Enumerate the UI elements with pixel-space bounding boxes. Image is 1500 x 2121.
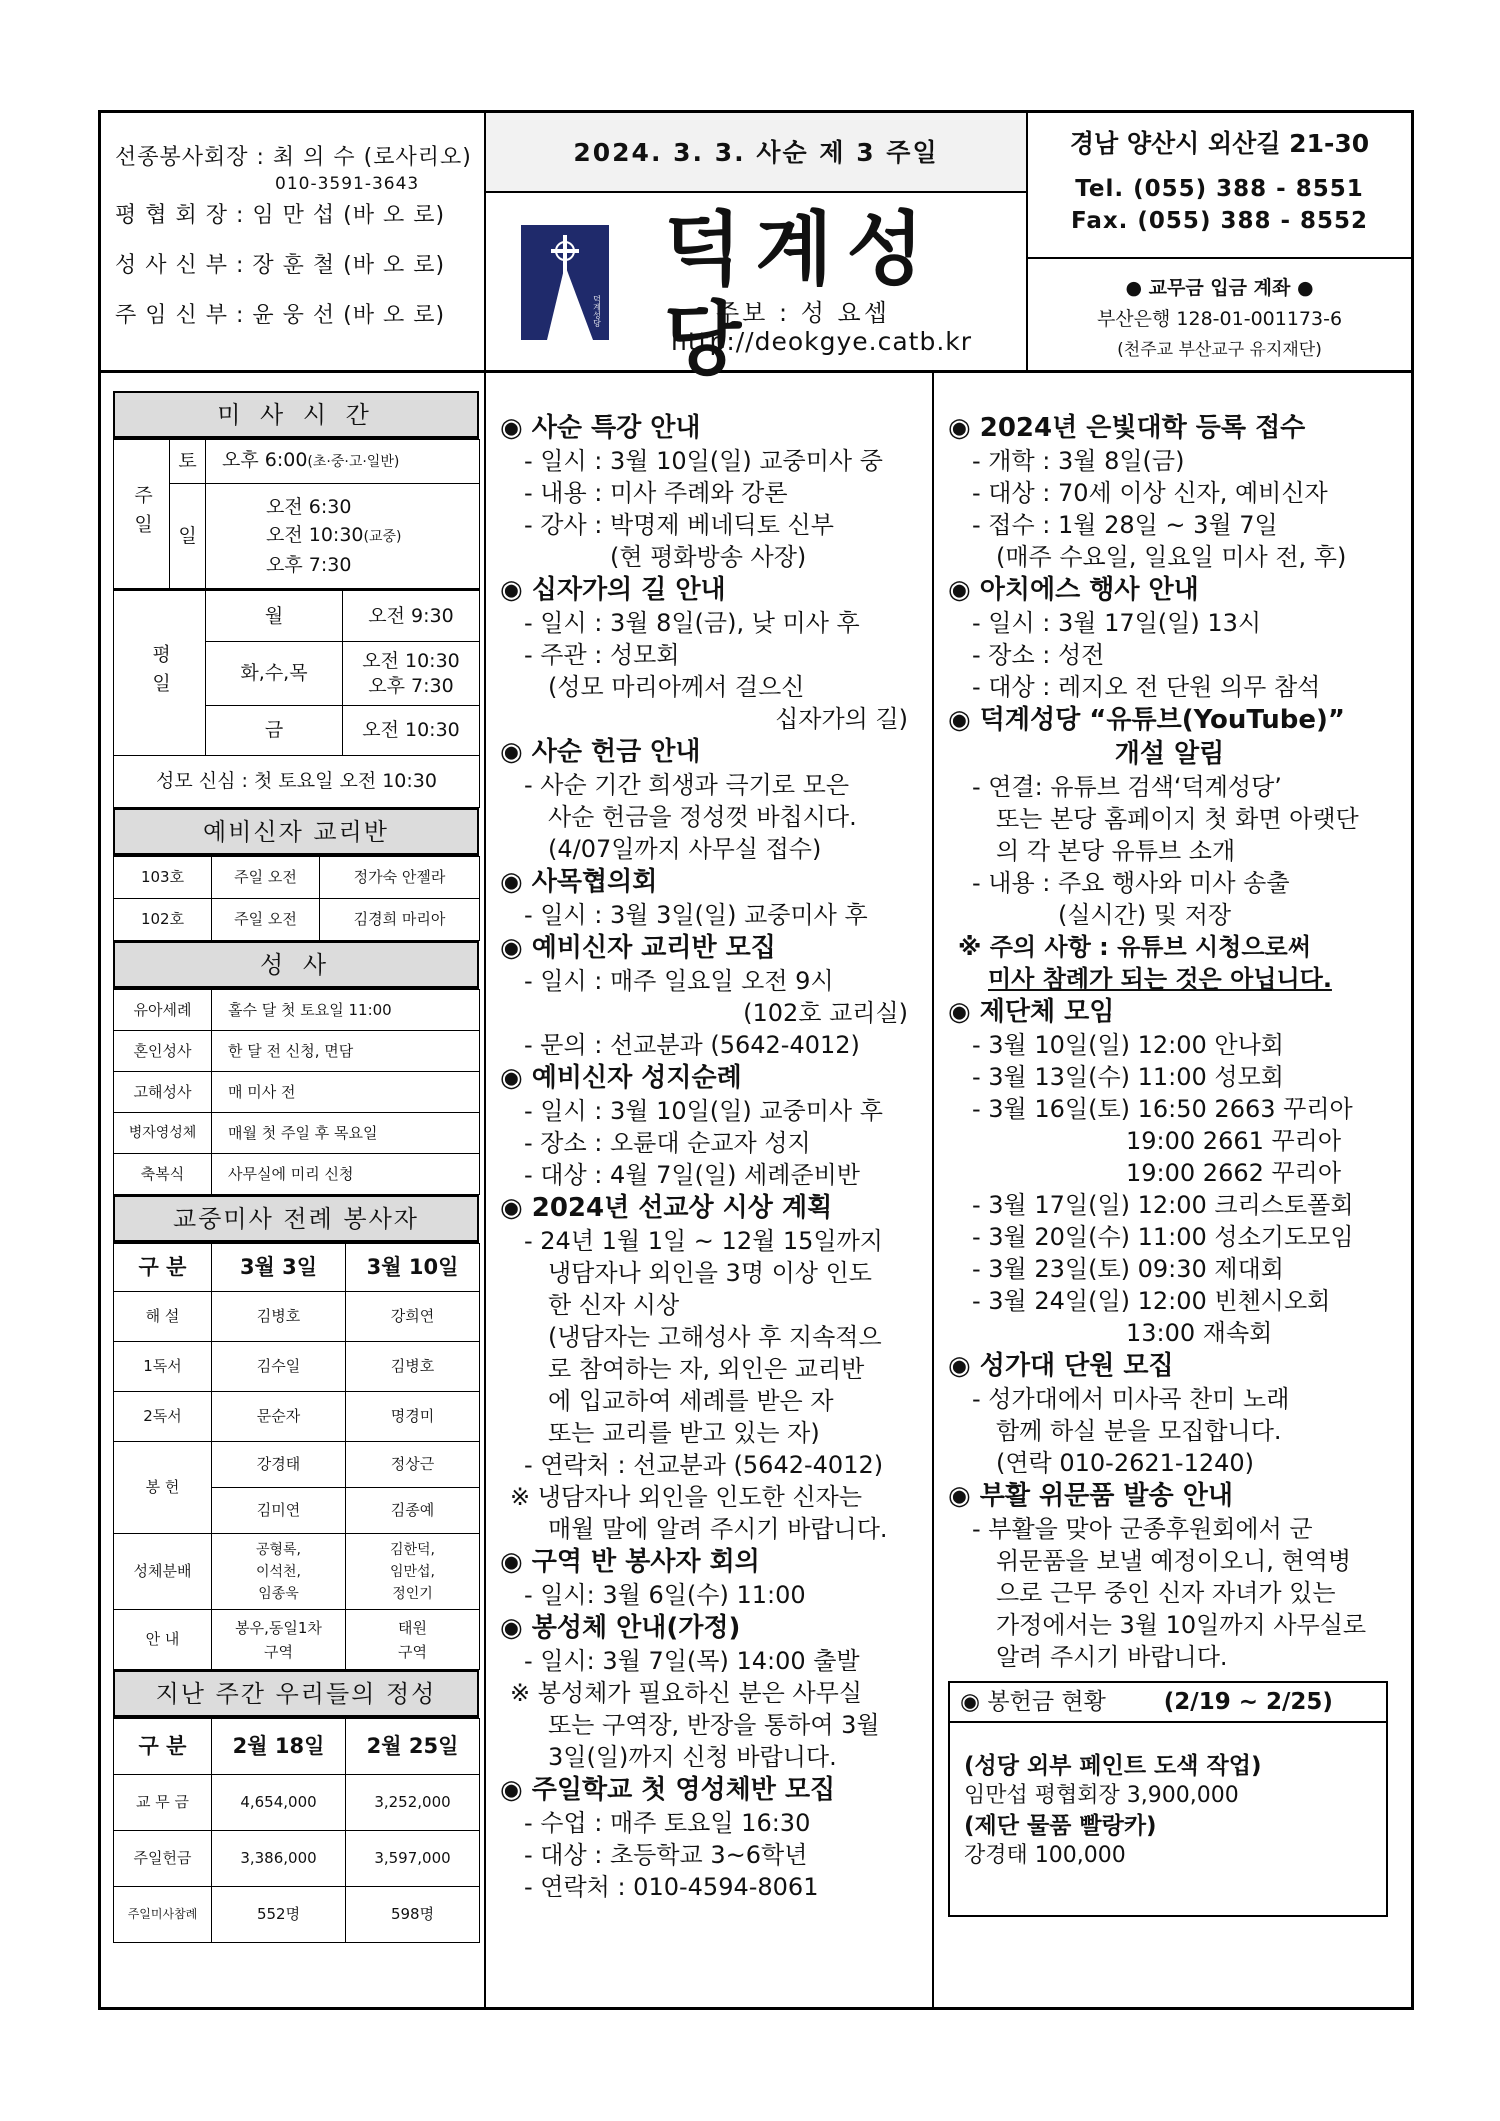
day-cell: 일	[170, 484, 206, 590]
notice-line: 십자가의 길)	[775, 705, 908, 733]
bank-account: 부산은행 128-01-001173-6	[1096, 308, 1343, 330]
notice-line: - 3월 24일(일) 12:00 빈첸시오회	[972, 1287, 1331, 1315]
bank-account-box	[1028, 257, 1411, 365]
notice-line: ※ 냉담자나 외인을 인도한 신자는	[510, 1483, 863, 1511]
devotion-row: 성모 신심 : 첫 토요일 오전 10:30	[114, 756, 480, 808]
offerings-table: 구 분 2월 18일 2월 25일 교 무 금 4,654,000 3,252,000 주일헌금 3,386,000 3,597,000 주일미사참례 552명 598명	[113, 1718, 480, 1943]
notice-line: - 접수 : 1월 28일 ~ 3월 7일	[972, 511, 1278, 539]
officer-line: 평 협 회 장 : 임 만 섭 (바 오 로)	[115, 203, 446, 228]
notice-line: - 수업 : 매주 토요일 16:30	[524, 1809, 811, 1837]
notice-line: 함께 하실 분을 모집합니다.	[996, 1417, 1282, 1445]
notice-section	[500, 865, 932, 931]
notice-line: 또는 교리를 받고 있는 자)	[548, 1419, 820, 1447]
notice-title: ◉ 봉성체 안내(가정)	[500, 1613, 741, 1643]
notice-line: - 24년 1월 1일 ~ 12월 15일까지	[524, 1227, 883, 1255]
notice-section	[948, 931, 1411, 995]
notice-title: ◉ 제단체 모임	[948, 997, 1115, 1027]
notice-line: 또는 구역장, 반장을 통하여 3월	[548, 1711, 880, 1739]
time-cell: 오전 6:30 오전 10:30(교중) 오후 7:30	[206, 484, 480, 590]
servers-title: 교중미사 전례 봉사자	[113, 1195, 479, 1243]
notice-line: ※ 봉성체가 필요하신 분은 사무실	[510, 1679, 863, 1707]
tel: Tel. (055) 388 - 8551	[1075, 176, 1364, 202]
logo-text: 덕계성당	[592, 295, 602, 327]
notice-section	[500, 1545, 932, 1611]
contact-info	[1028, 113, 1411, 370]
notice-line: - 3월 13일(수) 11:00 성모회	[972, 1063, 1284, 1091]
notice-line: 개설 알림	[1114, 739, 1225, 769]
notice-line: - 주관 : 성모회	[524, 641, 680, 669]
notice-line: - 연결: 유튜브 검색‘덕계성당’	[972, 773, 1282, 801]
notice-line: 또는 본당 홈페이지 첫 화면 아랫단	[996, 805, 1359, 833]
date-line: 2024. 3. 3. 사순 제 3 주일	[486, 113, 1026, 193]
day-cell: 월	[206, 590, 343, 642]
notice-line: - 대상 : 초등학교 3~6학년	[524, 1841, 808, 1869]
notice-line: - 연락처 : 010-4594-8061	[524, 1873, 819, 1901]
notice-title: ◉ 사목협의회	[500, 867, 658, 897]
day-cell: 화,수,목	[206, 642, 343, 706]
weekday-label: 평일	[114, 590, 206, 756]
catechumen-title: 예비신자 교리반	[113, 808, 479, 856]
address: 경남 양산시 외산길 21-30	[1069, 129, 1370, 158]
time-cell: 오후 6:00(초·중·고·일반)	[206, 440, 480, 484]
notice-line: - 일시 : 3월 17일(일) 13시	[972, 609, 1262, 637]
notice-line: 로 참여하는 자, 외인은 교리반	[548, 1355, 865, 1383]
caution-note: ※ 주의 사항 : 유튜브 시청으로써	[958, 933, 1311, 961]
notice-line: - 성가대에서 미사곡 찬미 노래	[972, 1385, 1290, 1413]
notice-line: (4/07일까지 사무실 접수)	[548, 835, 822, 863]
notice-line: (102호 교리실)	[743, 999, 908, 1027]
church-logo-icon	[521, 225, 609, 340]
notice-line: - 3월 16일(토) 16:50 2663 꾸리아	[972, 1095, 1353, 1123]
notice-line: - 장소 : 오륜대 순교자 성지	[524, 1129, 811, 1157]
notice-line: - 일시 : 3월 10일(일) 교중미사 중	[524, 447, 883, 475]
officers-list	[101, 113, 486, 370]
notice-line: - 개학 : 3월 8일(금)	[972, 447, 1185, 475]
officer-phone: 010-3591-3643	[275, 174, 420, 194]
right-column	[934, 373, 1411, 2007]
officer-line: 주 임 신 부 : 윤 웅 선 (바 오 로)	[115, 303, 446, 328]
notice-line: - 3월 23일(토) 09:30 제대회	[972, 1255, 1284, 1283]
notice-line: - 일시 : 3월 8일(금), 낮 미사 후	[524, 609, 860, 637]
notice-line: 가정에서는 3월 10일까지 사무실로	[996, 1611, 1367, 1639]
masthead	[486, 113, 1028, 386]
time-cell: 오전 9:30	[343, 590, 480, 642]
mass-times-table	[113, 439, 480, 808]
notice-line: 19:00 2661 꾸리아	[1126, 1127, 1342, 1155]
notice-line: 13:00 재속회	[1126, 1319, 1273, 1347]
notice-section	[948, 411, 1411, 573]
bulletin-body	[101, 373, 1411, 2007]
notice-line: (연락 010-2621-1240)	[996, 1449, 1255, 1477]
notice-line: 매월 말에 알려 주시기 바랍니다.	[548, 1515, 888, 1543]
notice-section	[500, 1061, 932, 1191]
offering-status-header: ◉ 봉헌금 현황 (2/19 ~ 2/25)	[950, 1683, 1386, 1723]
notice-line: (현 평화방송 사장)	[610, 543, 807, 571]
notice-line: - 대상 : 레지오 전 단원 의무 참석	[972, 673, 1321, 701]
notice-line: 의 각 본당 유튜브 소개	[996, 837, 1236, 865]
officer-line: 성 사 신 부 : 장 훈 철 (바 오 로)	[115, 253, 446, 278]
notice-title: ◉ 2024년 은빛대학 등록 접수	[948, 413, 1306, 443]
notice-section	[948, 995, 1411, 1349]
time-cell: 오전 10:30	[343, 706, 480, 756]
notice-section	[948, 1349, 1411, 1479]
notice-line: 냉담자나 외인을 3명 이상 인도	[548, 1259, 872, 1287]
offering-status-body: (성당 외부 페인트 도색 작업) 임만섭 평협회장 3,900,000 (제단 물품 빨랑카) 강경태 100,000	[964, 1753, 1262, 1868]
notice-title: ◉ 부활 위문품 발송 안내	[948, 1481, 1233, 1511]
notice-line: (성모 마리아께서 걸으신	[548, 673, 805, 701]
offerings-title: 지난 주간 우리들의 정성	[113, 1670, 479, 1718]
notice-line: 사순 헌금을 정성껏 바칩시다.	[548, 803, 857, 831]
notice-section	[948, 703, 1411, 931]
notice-line: 19:00 2662 꾸리아	[1126, 1159, 1342, 1187]
notice-title: ◉ 예비신자 교리반 모집	[500, 933, 776, 963]
website-url[interactable]: http://deokgye.catb.kr	[671, 327, 973, 356]
left-column	[113, 391, 479, 2001]
notice-title: ◉ 사순 특강 안내	[500, 413, 701, 443]
notice-title: ◉ 구역 반 봉사자 회의	[500, 1547, 760, 1577]
caution-note-cont: 미사 참례가 되는 것은 아닙니다.	[988, 965, 1332, 993]
notice-line: - 일시: 3월 7일(목) 14:00 출발	[524, 1647, 860, 1675]
right-sections	[948, 411, 1411, 1673]
notice-line: - 3월 20일(수) 11:00 성소기도모임	[972, 1223, 1354, 1251]
notice-title: ◉ 아치에스 행사 안내	[948, 575, 1199, 605]
notice-title: ◉ 덕계성당 “유튜브(YouTube)”	[948, 705, 1345, 735]
notice-line: 한 신자 시상	[548, 1291, 680, 1319]
sacraments-title: 성 사	[113, 941, 479, 989]
notice-line: - 장소 : 성전	[972, 641, 1105, 669]
notice-line: - 내용 : 주요 행사와 미사 송출	[972, 869, 1290, 897]
day-cell: 토	[170, 440, 206, 484]
notice-title: ◉ 예비신자 성지순례	[500, 1063, 742, 1093]
notice-section	[500, 1611, 932, 1773]
notice-line: (실시간) 및 저장	[1058, 901, 1232, 929]
officer-line: 선종봉사회장 : 최 의 수 (로사리오)	[115, 145, 472, 170]
notice-line: - 3월 17일(일) 12:00 크리스토폴회	[972, 1191, 1354, 1219]
notice-line: 으로 근무 중인 신자 자녀가 있는	[996, 1579, 1336, 1607]
notice-line: - 연락처 : 선교분과 (5642-4012)	[524, 1451, 884, 1479]
bank-title: ● 교무금 입금 계좌 ●	[1125, 277, 1314, 299]
notice-line: 3일(일)까지 신청 바랍니다.	[548, 1743, 837, 1771]
header	[101, 113, 1411, 386]
notice-section	[500, 931, 932, 1061]
notice-title: ◉ 2024년 선교상 시상 계획	[500, 1193, 833, 1223]
notice-section	[948, 573, 1411, 703]
notice-line: 위문품을 보낼 예정이오니, 현역병	[996, 1547, 1352, 1575]
notice-line: - 3월 10일(일) 12:00 안나회	[972, 1031, 1284, 1059]
notice-title: ◉ 성가대 단원 모집	[948, 1351, 1174, 1381]
bank-owner: (천주교 부산교구 유지재단)	[1117, 340, 1322, 360]
notice-line: - 일시 : 3월 3일(일) 교중미사 후	[524, 901, 868, 929]
notice-section	[948, 1479, 1411, 1673]
time-cell: 오전 10:30 오후 7:30	[343, 642, 480, 706]
notice-line: (매주 수요일, 일요일 미사 전, 후)	[996, 543, 1347, 571]
sunday-label: 주일	[114, 440, 170, 590]
notice-title: ◉ 주일학교 첫 영성체반 모집	[500, 1775, 836, 1805]
notice-line: 알려 주시기 바랍니다.	[996, 1643, 1228, 1671]
notice-section	[500, 1191, 932, 1545]
notice-section	[500, 573, 932, 735]
servers-table: 구 분 3월 3일 3월 10일 해 설 김병호 강희연 1독서 김수일 김병호 2독서 문순자 명경미 봉 헌 강경태 정상근 김미연 김종예 성체분배 공형록, 이석천, 임종욱 김한덕, 임만섭, 정인기 안 내 봉우,동일1차 구역 태원 구역	[113, 1243, 480, 1670]
notice-line: - 대상 : 4월 7일(일) 세례준비반	[524, 1161, 860, 1189]
notice-title: ◉ 사순 헌금 안내	[500, 737, 701, 767]
notice-line: - 문의 : 선교분과 (5642-4012)	[524, 1031, 860, 1059]
notice-line: - 사순 기간 희생과 극기로 모은	[524, 771, 850, 799]
notice-line: - 강사 : 박명제 베네딕토 신부	[524, 511, 834, 539]
notice-line: (냉담자는 고해성사 후 지속적으	[548, 1323, 882, 1351]
offering-status-box	[948, 1681, 1388, 1917]
catechumen-table: 103호 주일 오전 정가숙 안젤라 102호 주일 오전 김경희 마리아	[113, 856, 480, 941]
mass-times-title: 미 사 시 간	[113, 391, 479, 439]
notice-line: - 일시: 3월 6일(수) 11:00	[524, 1581, 806, 1609]
notice-line: - 내용 : 미사 주례와 강론	[524, 479, 788, 507]
church-name: 덕계성당	[664, 203, 938, 386]
notice-line: - 대상 : 70세 이상 신자, 예비신자	[972, 479, 1328, 507]
notice-line: - 부활을 맞아 군종후원회에서 군	[972, 1515, 1313, 1543]
notice-line: - 일시 : 3월 10일(일) 교중미사 후	[524, 1097, 883, 1125]
notice-section	[500, 735, 932, 865]
notice-line: - 일시 : 매주 일요일 오전 9시	[524, 967, 834, 995]
fax: Fax. (055) 388 - 8552	[1070, 208, 1369, 234]
patron-saint: 주보 : 성 요셉	[716, 299, 890, 327]
sacraments-table: 유아세례 홀수 달 첫 토요일 11:00 혼인성사 한 달 전 신청, 면담 고해성사 매 미사 전 병자영성체 매월 첫 주일 후 목요일 축복식 사무실에 미리 신청	[113, 989, 480, 1195]
notice-title: ◉ 십자가의 길 안내	[500, 575, 726, 605]
day-cell: 금	[206, 706, 343, 756]
notice-line: 에 입교하여 세례를 받은 자	[548, 1387, 834, 1415]
notice-section	[500, 1773, 932, 1903]
notice-section	[500, 411, 932, 573]
middle-column	[484, 373, 934, 2007]
bulletin-frame	[98, 110, 1414, 2010]
